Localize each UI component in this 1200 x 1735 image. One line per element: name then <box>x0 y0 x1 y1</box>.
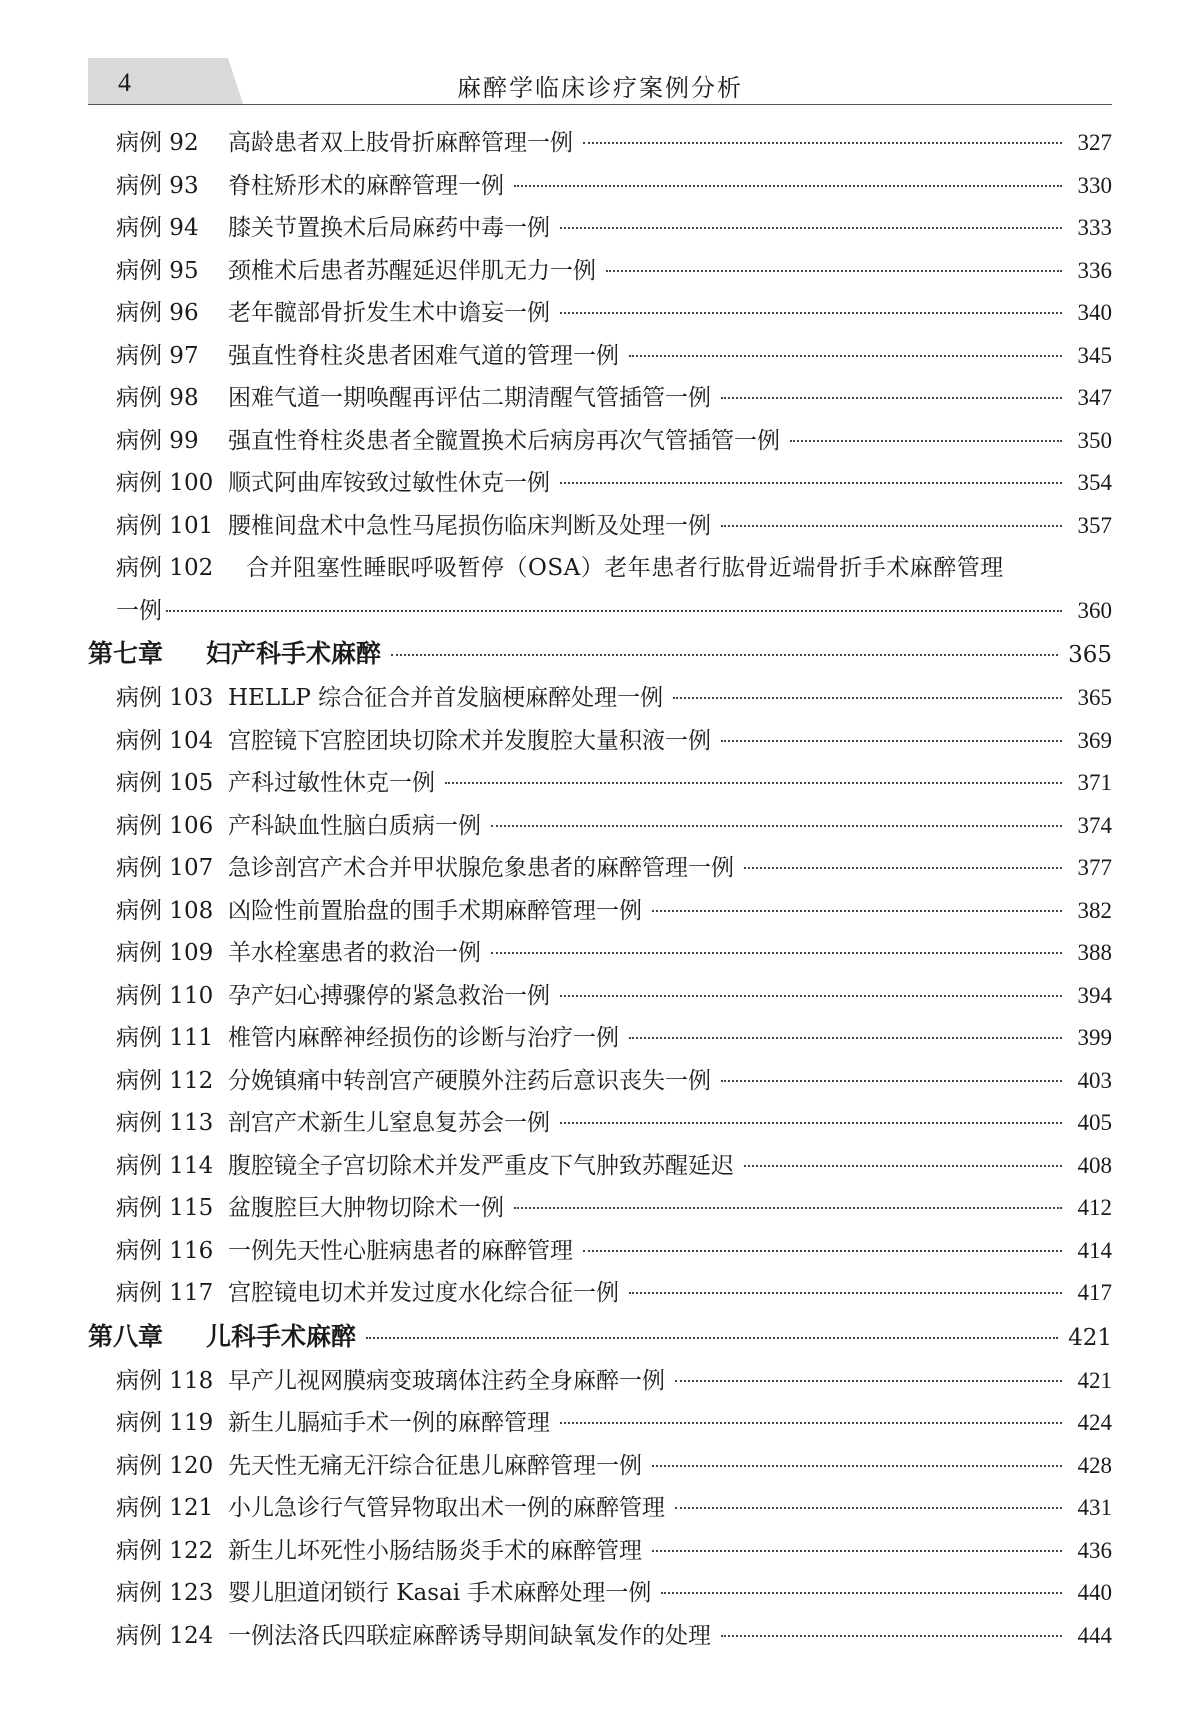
page-number-ref: 382 <box>1077 897 1112 923</box>
toc-entry-case[interactable] <box>88 124 1112 167</box>
case-title: 椎管内麻醉神经损伤的诊断与治疗一例 <box>228 1025 619 1051</box>
dot-leader <box>629 1292 1062 1294</box>
page-number-ref: 360 <box>1077 597 1112 623</box>
dot-leader <box>661 1592 1062 1594</box>
case-title: 强直性脊柱炎患者全髋置换术后病房再次气管插管一例 <box>228 427 780 454</box>
case-number: 病例 93 <box>116 172 199 199</box>
page-number-ref: 412 <box>1077 1195 1112 1220</box>
dot-leader <box>366 1337 1058 1339</box>
toc-entry-case[interactable] <box>88 337 1112 380</box>
dot-leader <box>560 1422 1062 1424</box>
toc-entry-case[interactable] <box>88 977 1112 1020</box>
table-of-contents <box>88 124 1112 1659</box>
case-title: 宫腔镜电切术并发过度水化综合征一例 <box>228 1280 619 1306</box>
page-number-ref: 330 <box>1077 172 1112 198</box>
header-rule <box>88 104 1112 105</box>
page-number-ref: 345 <box>1077 342 1112 368</box>
case-title: 先天性无痛无汗综合征患儿麻醉管理一例 <box>228 1452 642 1479</box>
case-number: 病例 118 <box>116 1367 214 1394</box>
case-title: 羊水栓塞患者的救治一例 <box>228 940 481 966</box>
page-number-ref: 365 <box>1077 685 1112 710</box>
page-number-ref: 436 <box>1077 1537 1112 1563</box>
page-number-ref: 403 <box>1077 1067 1112 1093</box>
case-number: 病例 117 <box>116 1280 214 1306</box>
toc-entry-case[interactable] <box>88 892 1112 935</box>
page-number-ref: 405 <box>1077 1110 1112 1135</box>
case-title: 一例法洛氏四联症麻醉诱导期间缺氧发作的处理 <box>228 1622 711 1649</box>
case-title: 急诊剖宫产术合并甲状腺危象患者的麻醉管理一例 <box>228 855 734 881</box>
case-title: 颈椎术后患者苏醒延迟伴肌无力一例 <box>228 257 596 284</box>
toc-entry-chapter[interactable] <box>88 634 1112 679</box>
page-number-ref: 388 <box>1077 940 1112 965</box>
page-number-ref: 421 <box>1077 1367 1112 1393</box>
case-number: 病例 95 <box>116 257 199 284</box>
dot-leader <box>721 525 1062 527</box>
page-number-ref: 327 <box>1077 130 1112 155</box>
dot-leader <box>744 1165 1062 1167</box>
case-title-continued: 一例 <box>116 597 162 624</box>
case-number: 病例 120 <box>116 1452 214 1479</box>
case-number: 病例 108 <box>116 897 214 924</box>
page-number: 4 <box>118 68 131 97</box>
case-title: 婴儿胆道闭锁行 Kasai 手术麻醉处理一例 <box>228 1580 652 1606</box>
toc-entry-case[interactable] <box>88 1147 1112 1190</box>
case-number: 病例 100 <box>116 470 214 496</box>
case-number: 病例 115 <box>116 1195 214 1221</box>
dot-leader <box>721 397 1062 399</box>
toc-entry-case[interactable] <box>88 1019 1112 1062</box>
toc-entry-case[interactable] <box>88 1404 1112 1447</box>
toc-entry-case[interactable] <box>88 1447 1112 1490</box>
toc-entry-case[interactable] <box>88 1189 1112 1232</box>
toc-entry-case[interactable] <box>88 764 1112 807</box>
toc-entry-case[interactable] <box>88 1362 1112 1405</box>
case-number: 病例 106 <box>116 812 214 839</box>
case-number: 病例 104 <box>116 727 214 754</box>
case-number: 病例 92 <box>116 130 199 156</box>
case-number: 病例 103 <box>116 685 214 711</box>
case-number: 病例 112 <box>116 1067 214 1094</box>
dot-leader <box>583 1250 1062 1252</box>
page-number-ref: 421 <box>1068 1324 1112 1351</box>
page-number-ref: 394 <box>1077 982 1112 1008</box>
case-title: 顺式阿曲库铵致过敏性休克一例 <box>228 470 550 496</box>
toc-entry-case[interactable] <box>88 252 1112 295</box>
case-title: 宫腔镜下宫腔团块切除术并发腹腔大量积液一例 <box>228 727 711 754</box>
dot-leader <box>560 995 1062 997</box>
dot-leader <box>675 1507 1062 1509</box>
dot-leader <box>606 270 1062 272</box>
page-number-ref: 444 <box>1077 1622 1112 1648</box>
case-title: 早产儿视网膜病变玻璃体注药全身麻醉一例 <box>228 1367 665 1394</box>
case-number: 病例 121 <box>116 1495 214 1521</box>
case-number: 病例 97 <box>116 342 199 369</box>
case-title: 分娩镇痛中转剖宫产硬膜外注药后意识丧失一例 <box>228 1067 711 1094</box>
page-number-ref: 414 <box>1077 1237 1112 1263</box>
case-title: 新生儿膈疝手术一例的麻醉管理 <box>228 1410 550 1436</box>
toc-entry-case[interactable] <box>88 1574 1112 1617</box>
page-number-ref: 440 <box>1077 1580 1112 1605</box>
case-number: 病例 123 <box>116 1580 214 1606</box>
dot-leader <box>744 867 1062 869</box>
case-number: 病例 124 <box>116 1622 214 1649</box>
case-number: 病例 105 <box>116 770 214 796</box>
case-title: 困难气道一期唤醒再评估二期清醒气管插管一例 <box>228 385 711 411</box>
dot-leader <box>721 1635 1062 1637</box>
dot-leader <box>166 610 1062 612</box>
case-title: 孕产妇心搏骤停的紧急救治一例 <box>228 982 550 1009</box>
chapter-title: 妇产科手术麻醉 <box>206 639 382 668</box>
toc-entry-chapter[interactable] <box>88 1317 1112 1362</box>
toc-entry-case[interactable] <box>88 1532 1112 1575</box>
page-number-ref: 365 <box>1068 642 1112 668</box>
case-number: 病例 101 <box>116 512 214 539</box>
dot-leader <box>583 142 1062 144</box>
toc-entry-case[interactable] <box>88 1274 1112 1317</box>
case-title: 脊柱矫形术的麻醉管理一例 <box>228 172 504 199</box>
case-number: 病例 94 <box>116 215 199 241</box>
dot-leader <box>560 312 1062 314</box>
toc-entry-case[interactable] <box>88 1062 1112 1105</box>
toc-entry-case[interactable] <box>88 807 1112 850</box>
page-number-ref: 408 <box>1077 1152 1112 1178</box>
page-number-ref: 374 <box>1077 812 1112 838</box>
case-number: 病例 107 <box>116 855 214 881</box>
case-title: 产科缺血性脑白质病一例 <box>228 812 481 839</box>
page-number-ref: 340 <box>1077 300 1112 325</box>
case-title: 腰椎间盘术中急性马尾损伤临床判断及处理一例 <box>228 512 711 539</box>
case-title: 膝关节置换术后局麻药中毒一例 <box>228 215 550 241</box>
dot-leader <box>445 782 1062 784</box>
page-number-ref: 350 <box>1077 427 1112 453</box>
case-title: 一例先天性心脏病患者的麻醉管理 <box>228 1237 573 1264</box>
case-number: 病例 114 <box>116 1152 214 1179</box>
page-number-ref: 377 <box>1077 855 1112 880</box>
toc-entry-case[interactable] <box>88 1104 1112 1147</box>
toc-entry-case[interactable] <box>88 209 1112 252</box>
dot-leader <box>560 227 1062 229</box>
case-title: 强直性脊柱炎患者困难气道的管理一例 <box>228 342 619 369</box>
toc-entry-case[interactable] <box>88 934 1112 977</box>
case-number: 病例 102 <box>116 555 214 581</box>
page-number-ref: 371 <box>1077 770 1112 795</box>
toc-entry-case[interactable] <box>88 1489 1112 1532</box>
dot-leader <box>652 910 1062 912</box>
page-number-ref: 417 <box>1077 1280 1112 1305</box>
dot-leader <box>491 825 1062 827</box>
toc-entry-case[interactable] <box>88 549 1112 592</box>
page-number-ref: 354 <box>1077 470 1112 495</box>
toc-entry-continuation[interactable] <box>88 592 1112 635</box>
page-number-ref: 369 <box>1077 727 1112 753</box>
page-header <box>88 58 1112 106</box>
toc-entry-case[interactable] <box>88 464 1112 507</box>
case-title: 腹腔镜全子宫切除术并发严重皮下气肿致苏醒延迟 <box>228 1152 734 1179</box>
case-number: 病例 111 <box>116 1025 214 1051</box>
toc-entry-case[interactable] <box>88 1617 1112 1660</box>
toc-entry-case[interactable] <box>88 167 1112 210</box>
page-number-ref: 347 <box>1077 385 1112 410</box>
case-title: 产科过敏性休克一例 <box>228 770 435 796</box>
page-number-ref: 399 <box>1077 1025 1112 1050</box>
dot-leader <box>629 1037 1062 1039</box>
page-number-ref: 336 <box>1077 257 1112 283</box>
chapter-number: 第七章 <box>88 639 164 668</box>
case-title: 凶险性前置胎盘的围手术期麻醉管理一例 <box>228 897 642 924</box>
case-title: 老年髋部骨折发生术中谵妄一例 <box>228 300 550 326</box>
case-number: 病例 110 <box>116 982 214 1009</box>
dot-leader <box>514 185 1062 187</box>
case-number: 病例 113 <box>116 1110 214 1136</box>
case-number: 病例 116 <box>116 1237 214 1264</box>
dot-leader <box>721 740 1062 742</box>
dot-leader <box>514 1207 1062 1209</box>
toc-entry-case[interactable] <box>88 849 1112 892</box>
page-number-ref: 428 <box>1077 1452 1112 1478</box>
page-number-ref: 357 <box>1077 512 1112 538</box>
dot-leader <box>629 355 1062 357</box>
dot-leader <box>560 482 1062 484</box>
dot-leader <box>675 1380 1062 1382</box>
toc-entry-case[interactable] <box>88 507 1112 550</box>
case-number: 病例 109 <box>116 940 214 966</box>
chapter-title: 儿科手术麻醉 <box>206 1321 357 1351</box>
toc-entry-case[interactable] <box>88 422 1112 465</box>
dot-leader <box>673 697 1062 699</box>
case-title: 高龄患者双上肢骨折麻醉管理一例 <box>228 130 573 156</box>
toc-entry-case[interactable] <box>88 294 1112 337</box>
dot-leader <box>790 440 1062 442</box>
toc-entry-case[interactable] <box>88 679 1112 722</box>
toc-entry-case[interactable] <box>88 379 1112 422</box>
dot-leader <box>391 654 1058 656</box>
case-title: 合并阻塞性睡眠呼吸暂停（OSA）老年患者行肱骨近端骨折手术麻醉管理 <box>246 555 1004 581</box>
toc-entry-case[interactable] <box>88 1232 1112 1275</box>
case-number: 病例 119 <box>116 1410 214 1436</box>
dot-leader <box>652 1465 1062 1467</box>
case-title: HELLP 综合征合并首发脑梗麻醉处理一例 <box>228 685 664 711</box>
case-title: 盆腹腔巨大肿物切除术一例 <box>228 1195 504 1221</box>
case-number: 病例 122 <box>116 1537 214 1564</box>
book-title: 麻醉学临床诊疗案例分析 <box>457 74 743 102</box>
case-number: 病例 96 <box>116 300 199 326</box>
case-title: 新生儿坏死性小肠结肠炎手术的麻醉管理 <box>228 1537 642 1564</box>
dot-leader <box>491 952 1062 954</box>
case-number: 病例 99 <box>116 427 199 454</box>
page-number-ref: 424 <box>1077 1410 1112 1435</box>
page-number-ref: 333 <box>1077 215 1112 240</box>
case-title: 剖宫产术新生儿窒息复苏会一例 <box>228 1110 550 1136</box>
case-title: 小儿急诊行气管异物取出术一例的麻醉管理 <box>228 1495 665 1521</box>
dot-leader <box>721 1080 1062 1082</box>
page-number-ref: 431 <box>1077 1495 1112 1520</box>
chapter-number: 第八章 <box>88 1321 164 1351</box>
case-number: 病例 98 <box>116 385 199 411</box>
dot-leader <box>652 1550 1062 1552</box>
dot-leader <box>560 1122 1062 1124</box>
toc-entry-case[interactable] <box>88 722 1112 765</box>
